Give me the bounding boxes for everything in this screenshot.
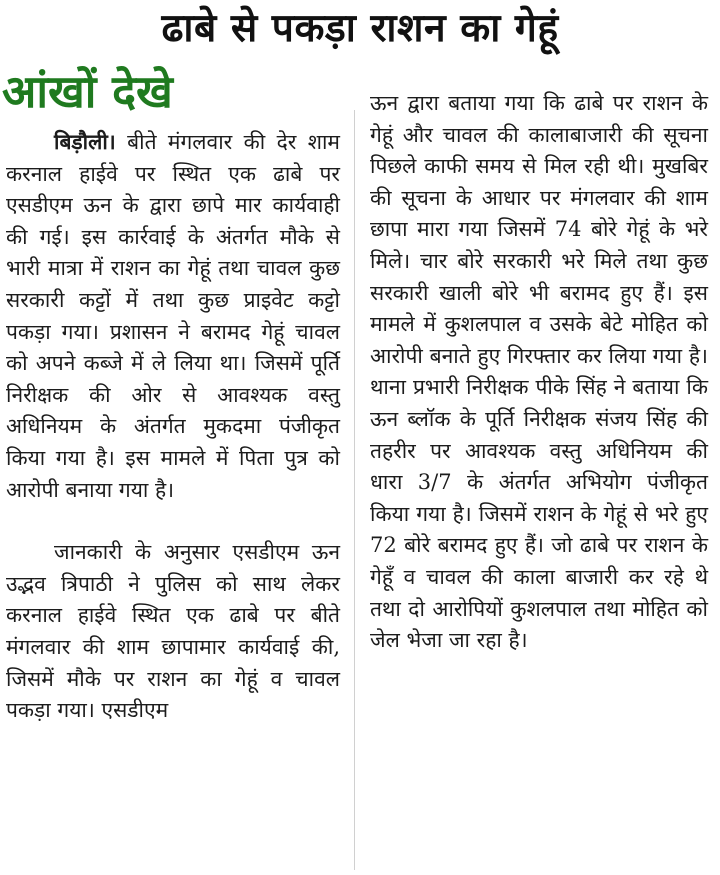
dateline: बिड़ौली।: [54, 129, 116, 154]
right-column: [370, 88, 708, 657]
watermark-label: आंखों देखे: [2, 65, 173, 118]
left-paragraph-1-text: बीते मंगलवार की देर शाम करनाल हाईवे पर स्थित एक ढाबे पर एसडीएम ऊन के द्वारा छापे मार कार्यवाही की गई। इस कार्रवाई के अंतर्गत मौके से भारी मात्रा में राशन का गेहूं तथा चावल कुछ सरकारी कट्टों में तथा कुछ प्राइवेट कट्टो पकड़ा गया। प्रशासन ने बरामद गेहूं चावल को अपने कब्जे में ले लिया था। जिसमें पूर्ति निरीक्षक की ओर से आवश्यक वस्तु अधिनियम के अंतर्गत मुकदमा पंजीकृत किया गया है। इस मामले में पिता पुत्र को आरोपी बनाया गया है।: [6, 130, 340, 502]
left-paragraph-1: [6, 126, 340, 506]
headline: ढाबे से पकड़ा राशन का गेहूं: [161, 6, 559, 51]
right-paragraph-1: ऊन द्वारा बताया गया कि ढाबे पर राशन के गेहूं और चावल की कालाबाजारी की सूचना पिछले काफी समय से मिल रही थी। मुखबिर की सूचना के आधार पर मंगलवार की शाम छापा मारा गया जिसमें 74 बोरे गेहूं के भरे मिले। चार बोरे सरकारी भरे मिले तथा कुछ सरकारी खाली बोरे भी बरामद हुए हैं। इस मामले में कुशलपाल व उसके बेटे मोहित को आरोपी बनाते हुए गिरफ्तार कर लिया गया है। थाना प्रभारी निरीक्षक पीके सिंह ने बताया कि ऊन ब्लॉक के पूर्ति निरीक्षक संजय सिंह की तहरीर पर आवश्यक वस्तु अधिनियम की धारा 3/7 के अंतर्गत अभियोग पंजीकृत किया गया है। जिसमें राशन के गेहूं से भरे हुए 72 बोरे बरामद हुए हैं। जो ढाबे पर राशन के गेहूँ व चावल की काला बाजारी कर रहे थे तथा दो आरोपियों कुशलपाल तथा मोहित को जेल भेजा जा रहा है।: [370, 91, 708, 653]
left-paragraph-2: जानकारी के अनुसार एसडीएम ऊन उद्भव त्रिपाठी ने पुलिस को साथ लेकर करनाल हाईवे स्थित एक ढाबे पर बीते मंगलवार की शाम छापामार कार्यवाई की, जिसमें मौके पर राशन का गेहूं व चावल पकड़ा गया। एसडीएम: [6, 540, 340, 723]
left-column: [6, 126, 340, 727]
column-divider: [354, 110, 355, 870]
